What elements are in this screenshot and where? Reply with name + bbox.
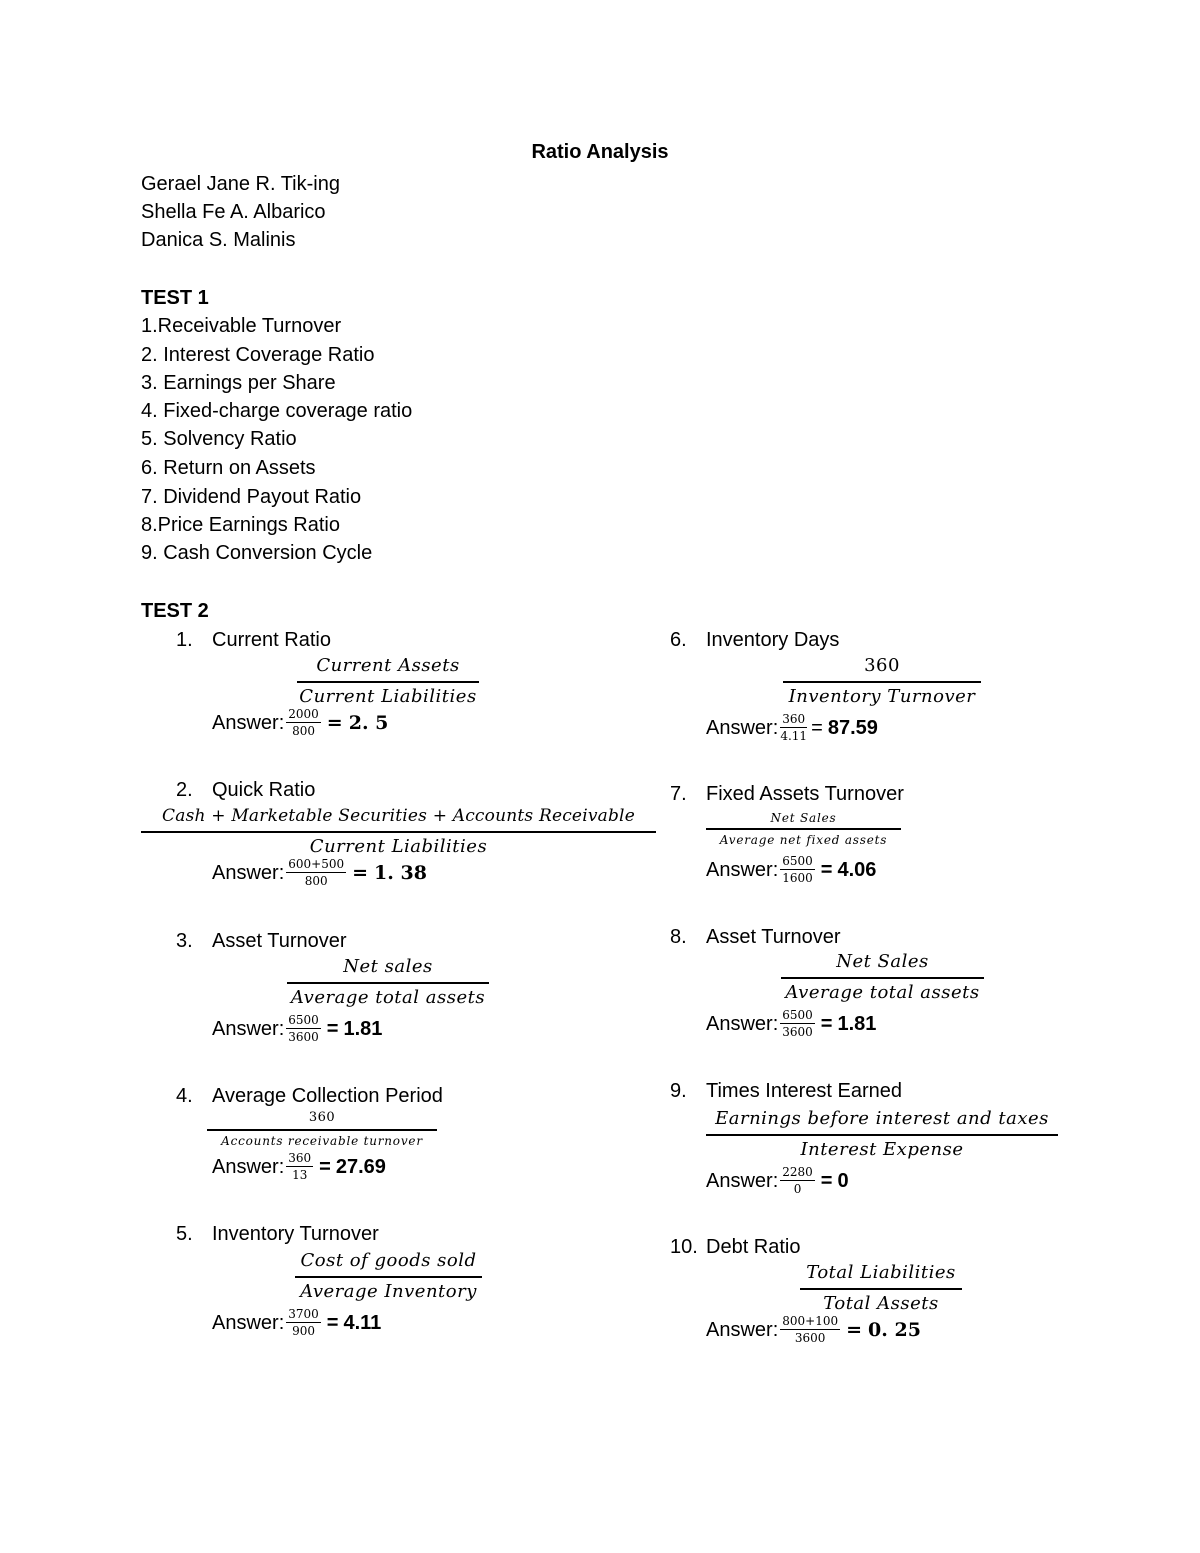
answer-equals: =: [820, 1012, 833, 1035]
formula-denominator: Average Inventory: [300, 1281, 477, 1302]
answer-fraction: [286, 708, 321, 738]
item-number: 3.: [176, 930, 193, 952]
author-1: Gerael Jane R. Tik-ing: [141, 173, 340, 195]
formula-numerator: Net sales: [343, 956, 433, 977]
formula-numerator: 360: [308, 1110, 336, 1125]
answer-denominator: 4.11: [780, 729, 808, 743]
item-name: Asset Turnover: [212, 930, 347, 952]
answer-line: [706, 1009, 876, 1039]
item-name: Average Collection Period: [212, 1085, 443, 1107]
answer-result: 87.59: [827, 716, 878, 739]
formula-fraction: [287, 955, 489, 1010]
formula-denominator: Average net fixed assets: [719, 833, 888, 847]
answer-numerator: 6500: [782, 1008, 813, 1022]
answer-fraction: [780, 855, 815, 885]
page-title: Ratio Analysis: [531, 141, 669, 163]
answer-equals: =: [820, 858, 833, 881]
answer-label: Answer:: [706, 1012, 779, 1035]
answer-numerator: 800+100: [782, 1314, 839, 1328]
answer-denominator: 900: [292, 1324, 315, 1338]
formula-numerator: Cost of goods sold: [300, 1250, 477, 1271]
answer-label: Answer:: [706, 1169, 779, 1192]
formula-numerator: 360: [864, 655, 900, 676]
item-number: 6.: [670, 629, 687, 651]
answer-label: Answer:: [212, 1155, 285, 1178]
item-name: Times Interest Earned: [706, 1080, 903, 1102]
answer-line: [706, 1315, 921, 1345]
answer-fraction: [286, 1014, 321, 1044]
formula-fraction: [706, 810, 901, 848]
author-2: Shella Fe A. Albarico: [141, 201, 326, 223]
answer-equals: =: [820, 1169, 833, 1192]
item-number: 4.: [176, 1085, 193, 1107]
answer-fraction: [780, 1009, 815, 1039]
item-number: 10.: [670, 1236, 698, 1258]
answer-fraction: [286, 1152, 313, 1182]
answer-result: 4.11: [343, 1311, 382, 1334]
answer-label: Answer:: [212, 1017, 285, 1040]
answer-result: 4.06: [837, 858, 877, 881]
answer-line: [212, 1014, 382, 1044]
answer-numerator: 2000: [288, 707, 319, 721]
test1-item: 9. Cash Conversion Cycle: [141, 542, 373, 564]
answer-result: 1.81: [837, 1012, 877, 1035]
answer-fraction: [780, 1166, 815, 1196]
answer-denominator: 1600: [782, 871, 813, 885]
item-number: 2.: [176, 779, 193, 801]
answer-equals: =: [319, 1155, 331, 1178]
test1-heading: TEST 1: [141, 287, 209, 309]
answer-line: [212, 858, 427, 888]
item-number: 9.: [670, 1080, 687, 1102]
answer-fraction: [780, 1315, 840, 1345]
answer-label: Answer:: [706, 858, 779, 881]
answer-equals: =: [811, 716, 823, 739]
formula-numerator: Cash + Marketable Securities + Accounts Receivable: [162, 806, 635, 826]
formula-fraction: [207, 1110, 437, 1149]
formula-denominator: Inventory Turnover: [788, 686, 976, 707]
answer-line: [706, 713, 878, 743]
formula-denominator: Accounts receivable turnover: [221, 1134, 423, 1148]
answer-result: 0. 25: [868, 1319, 921, 1341]
answer-equals: =: [326, 1017, 339, 1040]
answer-numerator: 360: [288, 1151, 312, 1165]
formula-fraction: [295, 1249, 482, 1304]
answer-numerator: 3700: [288, 1307, 319, 1321]
item-name: Debt Ratio: [706, 1236, 801, 1258]
test1-item: 8.Price Earnings Ratio: [141, 514, 340, 536]
item-name: Inventory Days: [706, 629, 840, 651]
answer-denominator: 3600: [794, 1331, 826, 1345]
answer-numerator: 360: [782, 712, 806, 726]
answer-line: [706, 855, 876, 885]
test1-item: 3. Earnings per Share: [141, 372, 336, 394]
formula-numerator: Total Liabilities: [806, 1262, 956, 1283]
author-3: Danica S. Malinis: [141, 229, 296, 251]
test1-item: 5. Solvency Ratio: [141, 428, 297, 450]
item-name: Inventory Turnover: [212, 1223, 379, 1245]
answer-label: Answer:: [212, 711, 285, 734]
test1-item: 2. Interest Coverage Ratio: [141, 344, 375, 366]
formula-fraction: [781, 950, 984, 1005]
item-name: Quick Ratio: [212, 779, 316, 801]
answer-equals: =: [352, 862, 369, 884]
answer-numerator: 6500: [782, 854, 813, 868]
answer-numerator: 2280: [782, 1165, 813, 1179]
answer-result: 1. 38: [374, 862, 427, 884]
answer-denominator: 13: [292, 1168, 308, 1182]
answer-label: Answer:: [706, 716, 779, 739]
answer-fraction: [286, 858, 346, 888]
answer-label: Answer:: [706, 1318, 779, 1341]
answer-denominator: 800: [304, 874, 328, 888]
formula-fraction: [706, 1107, 1058, 1162]
answer-label: Answer:: [212, 1311, 285, 1334]
answer-numerator: 6500: [288, 1013, 319, 1027]
test1-item: 7. Dividend Payout Ratio: [141, 486, 362, 508]
test1-item: 6. Return on Assets: [141, 457, 316, 479]
formula-denominator: Average total assets: [785, 982, 980, 1003]
formula-denominator: Interest Expense: [800, 1139, 964, 1160]
answer-result: 27.69: [335, 1155, 386, 1178]
answer-denominator: 3600: [288, 1030, 319, 1044]
formula-numerator: Net Sales: [836, 951, 929, 972]
answer-denominator: 800: [292, 724, 315, 738]
item-number: 7.: [670, 783, 687, 805]
item-number: 8.: [670, 926, 687, 948]
formula-fraction: [783, 654, 981, 709]
formula-fraction: [800, 1261, 962, 1316]
answer-line: [212, 1308, 381, 1338]
answer-fraction: [286, 1308, 321, 1338]
answer-line: [212, 708, 388, 738]
item-name: Asset Turnover: [706, 926, 841, 948]
item-number: 1.: [176, 629, 193, 651]
formula-numerator: Earnings before interest and taxes: [715, 1108, 1049, 1129]
formula-numerator: Net Sales: [770, 811, 837, 825]
formula-denominator: Total Assets: [823, 1293, 939, 1314]
answer-result: 1.81: [343, 1017, 383, 1040]
answer-equals: =: [846, 1319, 863, 1341]
answer-result: 0: [837, 1169, 849, 1192]
answer-line: [212, 1152, 386, 1182]
formula-denominator: Current Liabilities: [299, 686, 477, 707]
answer-denominator: 3600: [782, 1025, 813, 1039]
answer-denominator: 0: [793, 1182, 802, 1196]
formula-denominator: Current Liabilities: [309, 836, 488, 857]
answer-equals: =: [326, 1311, 339, 1334]
answer-line: [706, 1166, 849, 1196]
item-name: Current Ratio: [212, 629, 331, 651]
answer-label: Answer:: [212, 861, 285, 884]
formula-numerator: Current Assets: [316, 655, 460, 676]
item-name: Fixed Assets Turnover: [706, 783, 904, 805]
formula-fraction: [297, 654, 479, 709]
answer-numerator: 600+500: [288, 857, 345, 871]
answer-result: 2. 5: [348, 712, 389, 734]
test1-item: 1.Receivable Turnover: [141, 315, 342, 337]
item-number: 5.: [176, 1223, 193, 1245]
test2-heading: TEST 2: [141, 600, 209, 622]
answer-fraction: [780, 713, 807, 743]
formula-fraction: [141, 804, 656, 859]
answer-equals: =: [326, 712, 343, 734]
test1-item: 4. Fixed-charge coverage ratio: [141, 400, 413, 422]
formula-denominator: Average total assets: [290, 987, 486, 1008]
